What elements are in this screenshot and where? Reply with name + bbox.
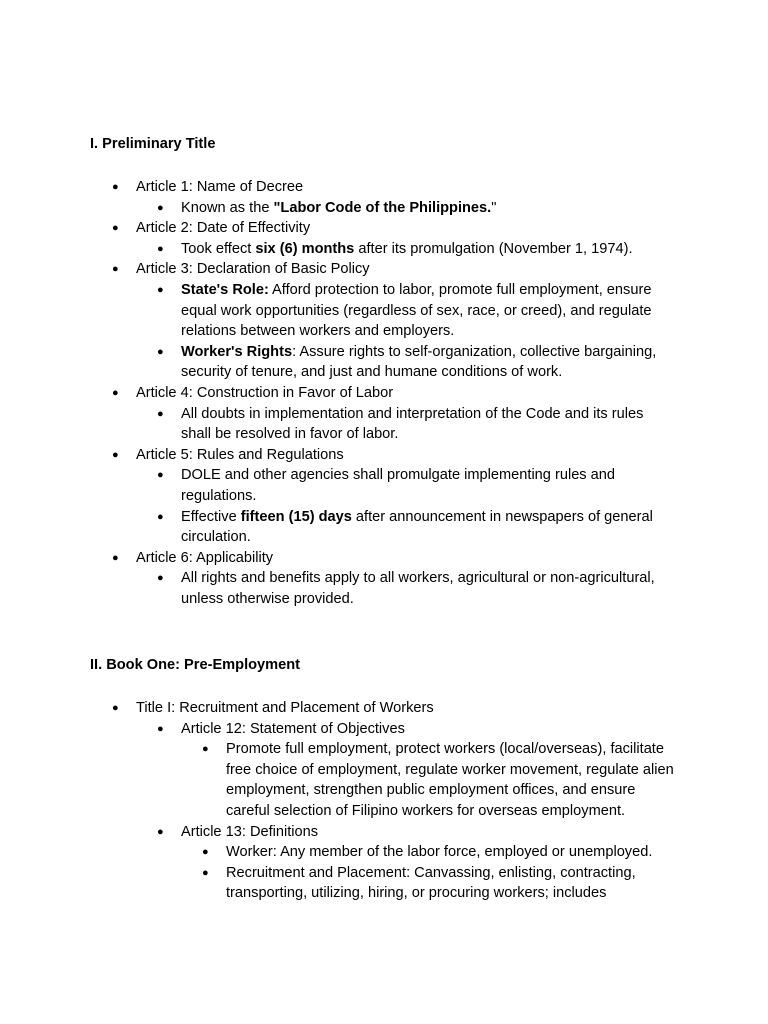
bullet-icon: ● [157,722,164,735]
states-role-text: Afford protection to labor, promote full employment, ensure equal work opportunities (regardless of sex, race, or creed), and regulate relations between workers and employers. [181,281,652,340]
article-6-detail: All rights and benefits apply to all workers, agricultural or non-agricultural, unless otherwise provided. [181,570,655,607]
list-item-title-1 [0,698,676,719]
article-12-label: Article 12: Statement of Objectives [181,720,405,737]
bullet-icon: ● [157,283,164,296]
bullet-icon: ● [112,448,119,461]
article-2-detail-bold: six (6) months [255,240,355,257]
list-item-article-12-detail [0,739,676,821]
bullet-icon: ● [157,825,164,838]
list-item-article-3 [0,259,676,280]
article-5-detail-2-suffix: after announcement in newspapers of general circulation. [181,508,653,546]
title-1-label: Title I: Recruitment and Placement of Workers [136,700,434,716]
bullet-icon: ● [112,222,119,235]
list-item-article-5 [0,445,676,466]
bullet-icon: ● [202,866,209,879]
states-role-label: State's Role: [181,281,269,298]
article-2-detail-prefix: Took effect [181,240,256,257]
section-heading-preliminary-title: I. Preliminary Title [90,136,216,152]
article-2-label: Article 2: Date of Effectivity [136,220,311,237]
list-item-article-2 [0,218,676,239]
list-item-article-5-detail-2 [0,507,676,548]
list-item-article-5-detail-1 [0,465,676,506]
bullet-icon: ● [112,263,119,276]
list-item-article-6-detail [0,568,676,609]
article-12-detail: Promote full employment, protect workers (local/overseas), facilitate free choice of employment, regulate worker movement, regulate alien employment, strengthen public employment offices, and ensure careful selection of Filipino workers for overseas employment. [226,741,674,819]
article-5-detail-1: DOLE and other agencies shall promulgate implementing rules and regulations. [181,467,616,504]
section-preliminary-title-list [0,177,768,609]
workers-rights-label: Worker's Rights [181,343,293,360]
article-13-recruitment-definition: Recruitment and Placement: Canvassing, enlisting, contracting, transporting, utilizing, hiring, or procuring workers; includes [226,864,636,902]
article-2-detail-suffix: after its promulgation (November 1, 1974). [354,240,633,257]
article-1-detail-prefix: Known as the [181,199,274,216]
list-item-article-6 [0,548,676,569]
bullet-icon: ● [112,386,119,399]
article-1-detail-bold: "Labor Code of the Philippines. [273,199,492,216]
article-5-detail-2-prefix: Effective [181,508,241,525]
article-13-label: Article 13: Definitions [181,823,319,840]
bullet-icon: ● [157,345,164,358]
list-item-article-3-workers-rights [0,342,676,383]
section-heading-book-one: II. Book One: Pre-Employment [90,657,301,673]
article-1-label: Article 1: Name of Decree [136,179,304,195]
article-1-detail-suffix: " [491,199,497,216]
list-item-article-4 [0,383,676,404]
bullet-icon: ● [157,242,164,255]
list-item-article-1-detail [0,198,676,219]
bullet-icon: ● [157,572,164,585]
list-item-article-13-worker [0,842,676,863]
bullet-icon: ● [202,743,209,756]
list-item-article-13 [0,822,676,843]
bullet-icon: ● [112,181,119,193]
list-item-article-2-detail [0,239,676,260]
workers-rights-text: : Assure rights to self-organization, collective bargaining, security of tenure, and just and humane conditions of work. [181,343,657,381]
list-item-article-4-detail [0,404,676,445]
bullet-icon: ● [157,469,164,482]
bullet-icon: ● [157,407,164,420]
list-item-article-12 [0,719,676,740]
article-5-detail-2-bold: fifteen (15) days [240,508,352,525]
article-4-detail: All doubts in implementation and interpretation of the Code and its rules shall be resolved in favor of labor. [181,405,644,443]
section-book-one-list [0,698,768,904]
bullet-icon: ● [157,201,164,214]
article-6-label: Article 6: Applicability [136,549,274,566]
bullet-icon: ● [112,551,119,564]
bullet-icon: ● [157,510,164,523]
article-5-label: Article 5: Rules and Regulations [136,446,344,463]
list-item-article-1 [0,177,676,198]
list-item-article-13-recruitment [0,863,676,904]
article-3-label: Article 3: Declaration of Basic Policy [136,261,370,278]
bullet-icon: ● [112,702,119,714]
article-4-label: Article 4: Construction in Favor of Labor [136,384,394,401]
bullet-icon: ● [202,846,209,859]
article-13-worker-definition: Worker: Any member of the labor force, employed or unemployed. [226,844,653,861]
list-item-article-3-states-role [0,280,676,342]
